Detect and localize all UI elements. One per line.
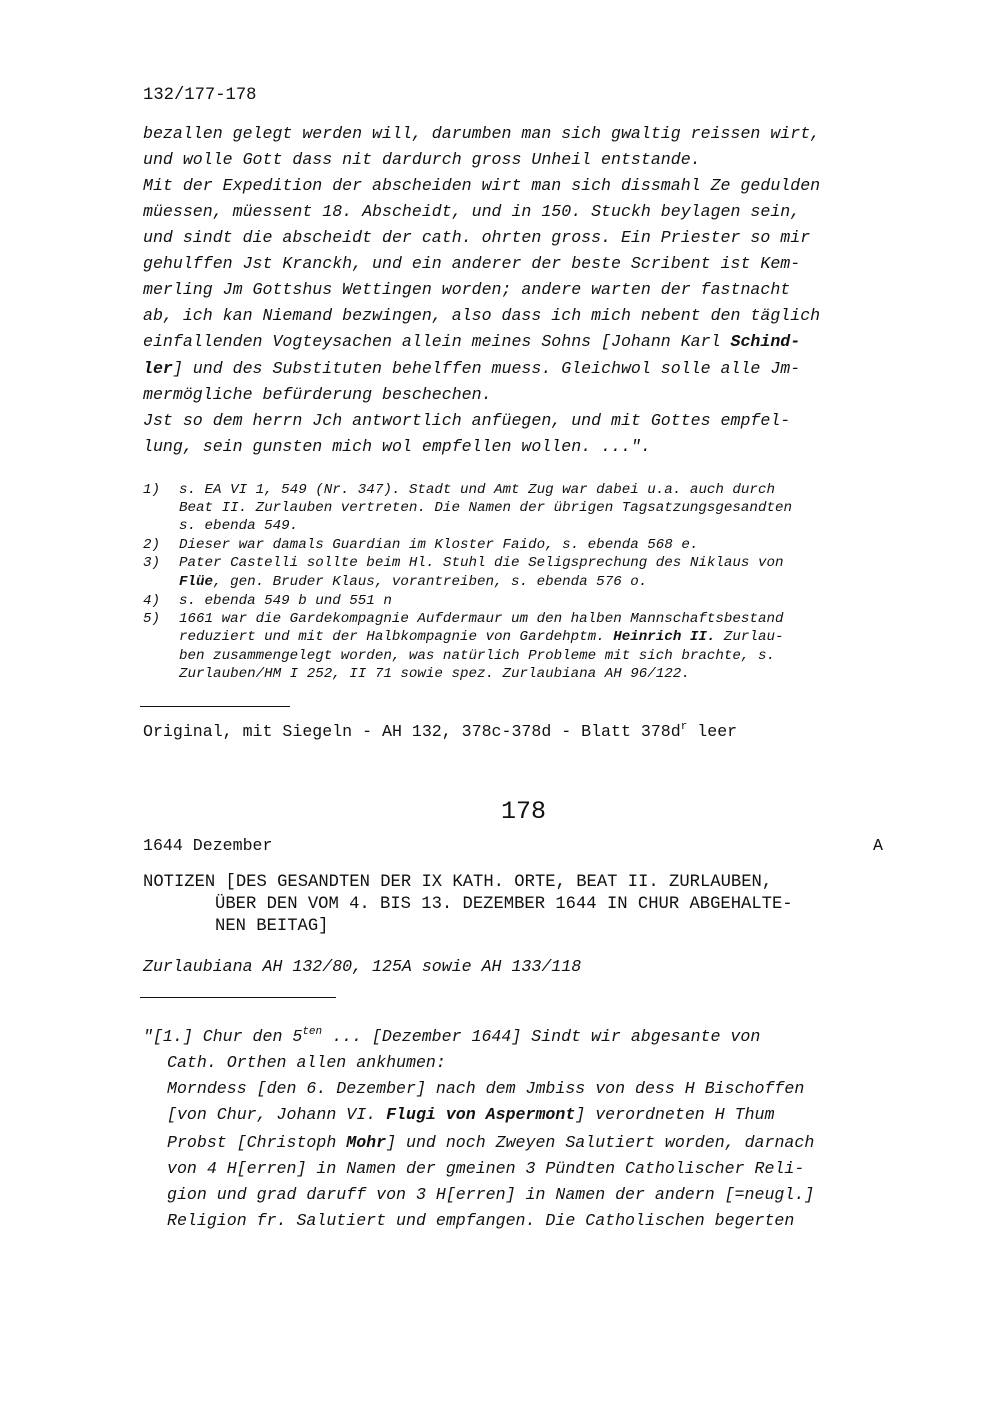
text-line: lung, sein gunsten mich wol empfellen wollen. ...". [143, 437, 651, 456]
text-line [167, 1133, 814, 1152]
footnote-text: ben zusammengelegt worden, was natürlich Probleme mit sich brachte, s. [179, 648, 775, 664]
text-line: und wolle Gott dass nit dardurch gross Unheil entstande. [143, 150, 701, 169]
footnote-number: 4) [143, 593, 161, 609]
text-line: ab, ich kan Niemand bezwingen, also dass ich mich nebent den täglich [143, 306, 821, 325]
document-number: 178 [500, 797, 546, 826]
document-source: Zurlaubiana AH 132/80, 125A sowie AH 133/118 [143, 957, 582, 976]
source-note [143, 722, 737, 741]
footnote-text [179, 629, 784, 645]
superscript: ten [302, 1026, 323, 1038]
text-segment: "[1.] Chur den 5 [143, 1027, 303, 1046]
text-line: Religion fr. Salutiert und empfangen. Die Catholischen begerten [167, 1211, 795, 1230]
text-line: gehulffen Jst Kranckh, und ein anderer der beste Scribent ist Kem- [143, 254, 801, 273]
text-segment: Original, mit Siegeln - AH 132, 378c-378d - Blatt 378d [143, 722, 681, 741]
text-segment: , gen. Bruder Klaus, vorantreiben, s. ebenda 576 o. [213, 574, 648, 590]
footnote-number: 3) [143, 555, 161, 571]
document-marker: A [873, 836, 883, 855]
text-line: mermögliche befürderung beschechen. [143, 385, 492, 404]
text-segment: leer [687, 722, 738, 741]
document-date: 1644 Dezember [143, 836, 273, 855]
footnote-text: Pater Castelli sollte beim Hl. Stuhl die Seligsprechung des Niklaus von [179, 555, 784, 571]
footnote-number: 1) [143, 482, 161, 498]
footnote-number: 2) [143, 537, 161, 553]
document-title: ÜBER DEN VOM 4. BIS 13. DEZEMBER 1644 IN CHUR ABGEHALTE- [215, 895, 793, 914]
text-line [143, 1027, 760, 1046]
footnote-number: 5) [143, 611, 161, 627]
text-line [167, 1105, 774, 1124]
footnote-text: Dieser war damals Guardian im Kloster Faido, s. ebenda 568 e. [179, 537, 699, 553]
footnote-text: Beat II. Zurlauben vertreten. Die Namen der übrigen Tagsatzungsgesandten [179, 500, 792, 516]
text-segment: einfallenden Vogteysachen allein meines Sohns [Johann Karl [143, 332, 731, 351]
text-line: Mit der Expedition der abscheiden wirt man sich dissmahl Ze gedulden [143, 176, 821, 195]
text-line: von 4 H[erren] in Namen der gmeinen 3 Pündten Catholischer Reli- [167, 1159, 805, 1178]
text-line [143, 332, 800, 351]
divider [140, 997, 336, 998]
text-line: Morndess [den 6. Dezember] nach dem Jmbiss von dess H Bischoffen [167, 1079, 805, 1098]
text-segment: ] und des Substituten behelffen muess. Gleichwol solle alle Jm- [172, 359, 801, 378]
text-line: gion und grad daruff von 3 H[erren] in Namen der andern [=neugl.] [167, 1185, 815, 1204]
footnote-text: 1661 war die Gardekompagnie Aufdermaur um den halben Mannschaftsbestand [179, 611, 784, 627]
footnote-text: s. ebenda 549. [179, 518, 299, 534]
person-name: ler [143, 359, 173, 378]
footnote-text [179, 574, 647, 590]
document-title: NEN BEITAG] [215, 917, 329, 936]
text-segment: [von Chur, Johann VI. [167, 1105, 387, 1124]
superscript: r [680, 721, 688, 733]
text-line: Jst so dem herrn Jch antwortlich anfüegen, und mit Gottes empfel- [143, 411, 791, 430]
text-line: Cath. Orthen allen ankhumen: [167, 1053, 446, 1072]
text-line: bezallen gelegt werden will, darumben man sich gwaltig reissen wirt, [143, 124, 821, 143]
text-segment: ] verordneten H Thum [575, 1105, 775, 1124]
footnote-text: Zurlauben/HM I 252, II 71 sowie spez. Zurlaubiana AH 96/122. [179, 666, 690, 682]
person-name: Mohr [346, 1133, 387, 1152]
text-line: merling Jm Gottshus Wettingen worden; andere warten der fastnacht [143, 280, 791, 299]
person-name: Schind- [730, 332, 801, 351]
person-name: Flüe [179, 574, 214, 590]
text-segment: ] und noch Zweyen Salutiert worden, darnach [386, 1133, 815, 1152]
text-segment: Zurlau- [715, 629, 784, 645]
document-title: NOTIZEN [DES GESANDTEN DER IX KATH. ORTE, BEAT II. ZURLAUBEN, [143, 873, 773, 892]
footnote-text: s. EA VI 1, 549 (Nr. 347). Stadt und Amt Zug war dabei u.a. auch durch [179, 482, 775, 498]
text-line: müessen, müessent 18. Abscheidt, und in 150. Stuckh beylagen sein, [143, 202, 801, 221]
page-reference: 132/177-178 [143, 86, 257, 105]
text-segment: ... [Dezember 1644] Sindt wir abgesante von [322, 1027, 761, 1046]
person-name: Heinrich II. [613, 629, 716, 645]
divider [140, 706, 290, 707]
person-name: Flugi von Aspermont [386, 1105, 576, 1124]
text-line: und sindt die abscheidt der cath. ohrten gross. Ein Priester so mir [143, 228, 811, 247]
text-line [143, 359, 800, 378]
footnote-text: s. ebenda 549 b und 551 n [179, 593, 392, 609]
text-segment: Probst [Christoph [167, 1133, 347, 1152]
text-segment: reduziert und mit der Halbkompagnie von Gardehptm. [179, 629, 614, 645]
